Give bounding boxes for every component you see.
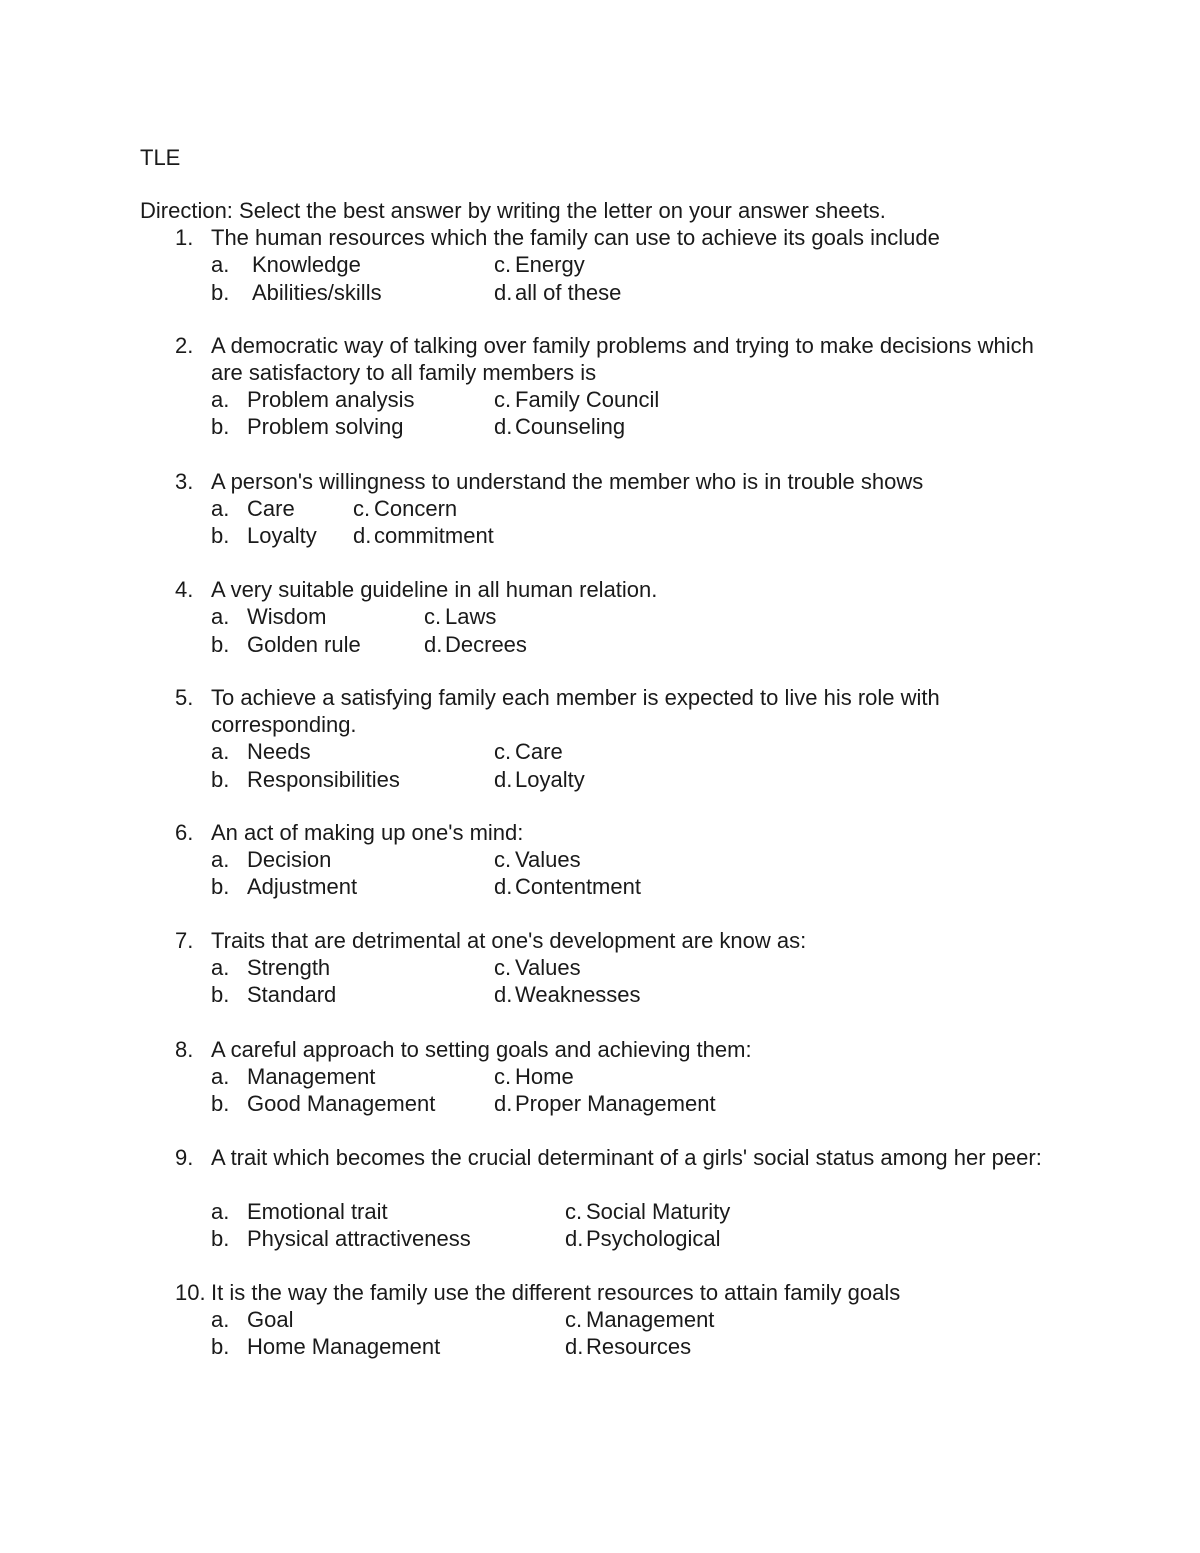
- option-a: [211, 386, 415, 413]
- option-letter: b.: [211, 414, 230, 439]
- option-c: [494, 386, 659, 413]
- option-text: Decrees: [445, 632, 527, 657]
- option-letter: c.: [494, 739, 512, 764]
- option-letter: d.: [494, 982, 513, 1007]
- option-text: Adjustment: [247, 874, 358, 899]
- option-a: [211, 738, 311, 765]
- option-letter: c.: [494, 252, 512, 277]
- option-d: [565, 1333, 691, 1360]
- option-letter: d.: [494, 280, 513, 305]
- option-text: Resources: [586, 1334, 692, 1359]
- option-c: [494, 1063, 574, 1090]
- option-d: [494, 981, 641, 1008]
- option-a: [211, 846, 331, 873]
- option-text: commitment: [374, 523, 494, 548]
- option-letter: d.: [424, 632, 443, 657]
- question-number: 10.: [175, 1280, 206, 1305]
- option-text: Laws: [445, 604, 497, 629]
- option-d: [494, 873, 641, 900]
- option-letter: b.: [211, 767, 230, 792]
- option-letter: a.: [211, 496, 230, 521]
- option-c: [353, 495, 457, 522]
- option-letter: a.: [211, 1064, 230, 1089]
- document-title: TLE: [140, 145, 181, 170]
- option-letter: b.: [211, 1226, 230, 1251]
- option-a: [211, 495, 295, 522]
- option-letter: b.: [211, 523, 230, 548]
- option-letter: c.: [494, 387, 512, 412]
- option-letter: b.: [211, 1334, 230, 1359]
- question-text: A democratic way of talking over family problems and trying to make decisions which are satisfactory to all family members is: [211, 333, 1034, 385]
- option-text: Care: [515, 739, 563, 764]
- option-d: [353, 522, 494, 549]
- option-text: Loyalty: [247, 523, 317, 548]
- option-text: Physical attractiveness: [247, 1226, 471, 1251]
- question-text: It is the way the family use the different resources to attain family goals: [211, 1280, 901, 1305]
- question-text: To achieve a satisfying family each member is expected to live his role with corresponding.: [211, 685, 940, 737]
- option-c: [494, 846, 581, 873]
- option-letter: a.: [211, 847, 230, 872]
- question-text: A careful approach to setting goals and achieving them:: [211, 1037, 752, 1062]
- option-text: Home Management: [247, 1334, 441, 1359]
- option-text: Contentment: [515, 874, 641, 899]
- option-letter: a.: [211, 604, 230, 629]
- option-b: [211, 631, 361, 658]
- option-letter: c.: [565, 1307, 583, 1332]
- option-text: Needs: [247, 739, 311, 764]
- option-text: Good Management: [247, 1091, 436, 1116]
- option-c: [494, 954, 581, 981]
- option-d: [494, 1090, 716, 1117]
- option-b: [211, 873, 357, 900]
- option-letter: d.: [494, 767, 513, 792]
- option-a: [211, 1306, 293, 1333]
- question-text: The human resources which the family can use to achieve its goals include: [211, 225, 940, 250]
- option-text: Concern: [374, 496, 458, 521]
- question-number: 4.: [175, 577, 194, 602]
- option-text: Management: [247, 1064, 376, 1089]
- option-b: [211, 279, 382, 306]
- option-text: Psychological: [586, 1226, 721, 1251]
- option-letter: a.: [211, 1307, 230, 1332]
- option-d: [494, 766, 585, 793]
- question-text: Traits that are detrimental at one's development are know as:: [211, 928, 807, 953]
- option-letter: b.: [211, 982, 230, 1007]
- question-number: 6.: [175, 820, 194, 845]
- option-text: Emotional trait: [247, 1199, 388, 1224]
- option-letter: b.: [211, 874, 230, 899]
- option-letter: d.: [494, 874, 513, 899]
- question-number: 1.: [175, 225, 194, 250]
- option-text: Abilities/skills: [252, 280, 382, 305]
- direction-text: Direction: Select the best answer by writing the letter on your answer sheets.: [140, 198, 886, 223]
- option-letter: b.: [211, 632, 230, 657]
- question-text: A very suitable guideline in all human relation.: [211, 577, 658, 602]
- question-text: A person's willingness to understand the member who is in trouble shows: [211, 469, 924, 494]
- option-letter: a.: [211, 739, 230, 764]
- option-text: Golden rule: [247, 632, 361, 657]
- option-c: [494, 738, 563, 765]
- option-text: Weaknesses: [515, 982, 641, 1007]
- question-number: 8.: [175, 1037, 194, 1062]
- option-text: Family Council: [515, 387, 660, 412]
- option-text: Social Maturity: [586, 1199, 731, 1224]
- option-d: [565, 1225, 721, 1252]
- option-letter: a.: [211, 387, 230, 412]
- option-text: Proper Management: [515, 1091, 716, 1116]
- question-number: 5.: [175, 685, 194, 710]
- option-letter: a.: [211, 252, 230, 277]
- option-text: Counseling: [515, 414, 626, 439]
- option-text: Problem analysis: [247, 387, 415, 412]
- option-letter: c.: [565, 1199, 583, 1224]
- option-text: Values: [515, 847, 581, 872]
- option-a: [211, 251, 361, 278]
- option-a: [211, 603, 326, 630]
- option-text: all of these: [515, 280, 622, 305]
- question-text: An act of making up one's mind:: [211, 820, 524, 845]
- question-number: 2.: [175, 333, 194, 358]
- option-text: Wisdom: [247, 604, 327, 629]
- option-b: [211, 1090, 435, 1117]
- question-number: 7.: [175, 928, 194, 953]
- option-text: Energy: [515, 252, 585, 277]
- option-d: [424, 631, 527, 658]
- question-text: A trait which becomes the crucial determinant of a girls' social status among her peer:: [211, 1145, 1042, 1170]
- option-text: Knowledge: [252, 252, 361, 277]
- option-letter: c.: [353, 496, 371, 521]
- option-text: Standard: [247, 982, 337, 1007]
- option-text: Responsibilities: [247, 767, 400, 792]
- option-b: [211, 766, 400, 793]
- option-letter: d.: [494, 414, 513, 439]
- option-text: Strength: [247, 955, 331, 980]
- option-text: Management: [586, 1307, 715, 1332]
- option-b: [211, 981, 336, 1008]
- option-text: Home: [515, 1064, 574, 1089]
- option-a: [211, 954, 330, 981]
- option-text: Loyalty: [515, 767, 585, 792]
- option-c: [424, 603, 496, 630]
- option-letter: a.: [211, 955, 230, 980]
- option-text: Goal: [247, 1307, 294, 1332]
- option-letter: c.: [424, 604, 442, 629]
- option-letter: b.: [211, 280, 230, 305]
- option-b: [211, 1333, 440, 1360]
- option-d: [494, 413, 625, 440]
- option-a: [211, 1063, 375, 1090]
- option-letter: d.: [565, 1226, 584, 1251]
- option-text: Values: [515, 955, 581, 980]
- option-text: Problem solving: [247, 414, 404, 439]
- option-b: [211, 1225, 471, 1252]
- option-b: [211, 413, 404, 440]
- question-number: 9.: [175, 1145, 194, 1170]
- option-c: [494, 251, 585, 278]
- question-number: 3.: [175, 469, 194, 494]
- option-text: Decision: [247, 847, 332, 872]
- option-b: [211, 522, 317, 549]
- option-letter: d.: [353, 523, 372, 548]
- option-letter: a.: [211, 1199, 230, 1224]
- option-letter: b.: [211, 1091, 230, 1116]
- option-d: [494, 279, 621, 306]
- option-letter: d.: [494, 1091, 513, 1116]
- option-text: Care: [247, 496, 295, 521]
- option-c: [565, 1306, 714, 1333]
- option-c: [565, 1198, 730, 1225]
- option-letter: c.: [494, 955, 512, 980]
- option-letter: c.: [494, 1064, 512, 1089]
- option-letter: c.: [494, 847, 512, 872]
- option-a: [211, 1198, 388, 1225]
- option-letter: d.: [565, 1334, 584, 1359]
